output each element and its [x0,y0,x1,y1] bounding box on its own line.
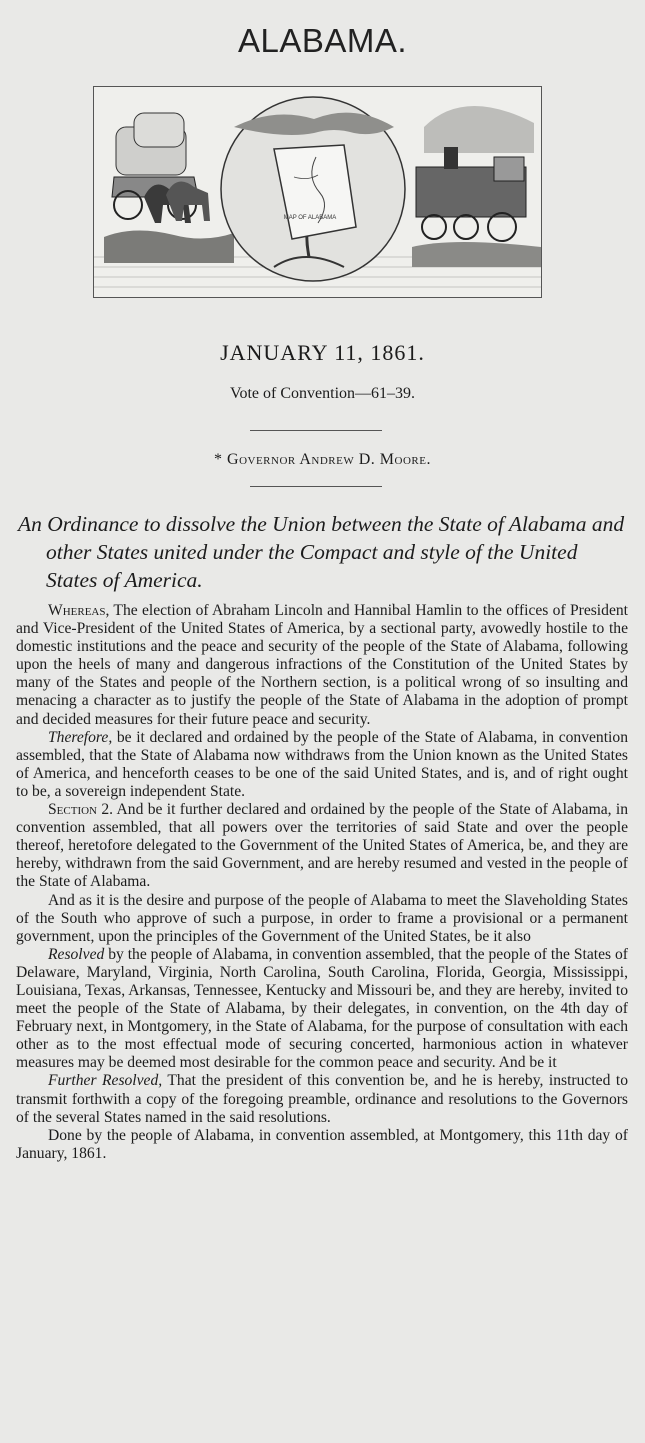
paragraph-lead: Further Resolved, [48,1072,163,1090]
paragraph-therefore [16,729,628,801]
paragraph-text: be it declared and ordained by the people of the State of Alabama, in convention assembled, that the State of Alabama now withdraws from the Union known as the United States of America, and henceforth ceases to be one of the said United States, and is, and of right ought to be, a sovereign independent State. [16,728,628,800]
divider [250,486,382,487]
ordinance-date: JANUARY 11, 1861. [220,340,425,365]
paragraph-text: by the people of Alabama, in convention assembled, that the people of the States of Delaware, Maryland, Virginia, North Carolina, South Carolina, Florida, Georgia, Mississippi, Louisiana, Texas, Arkansas, Tennessee, Kentucky and Missouri be, and they are hereby, invited to meet the people of the State of Alabama, by their delegates, in convention, on the 4th day of February next, in Montgomery, in the State of Alabama, for the purpose of consultation with each other as to the most effectual mode of securing concerted, harmonious action in whatever measures may be deemed most desirable for the common peace and security. And be it [16,945,628,1072]
paragraph-done [16,1127,628,1163]
paragraph-resolved [16,946,628,1073]
paragraph-text: Done by the people of Alabama, in convention assembled, at Montgomery, this 11th day of January, 1861. [16,1126,628,1162]
ordinance-title: An Ordinance to dissolve the Union between the State of Alabama and other States united under the Compact and style of the United States of America. [18,512,625,592]
paragraph-section-2 [16,801,628,891]
ordinance-body [16,602,628,1163]
convention-vote: Vote of Convention—61–39. [229,385,416,402]
paragraph-further-resolved [16,1072,628,1126]
page-title: ALABAMA. [237,22,408,59]
paragraph-lead: Section 2. [48,801,114,819]
paragraph-whereas [16,602,628,729]
paragraph-text: And as it is the desire and purpose of the people of Alabama to meet the Slaveholding States of the South who approve of such a purpose, in order to frame a provisional or a permanent government, upon the principles of the Government of the United States, be it also [16,891,628,945]
paragraph-lead: Resolved [48,945,105,963]
divider [250,430,382,431]
paragraph-text: And be it further declared and ordained by the people of the State of Alabama, in convention assembled, that all powers over the territories of said State and over the people thereof, heretofore delegated to the Government of the United States of America, be, and they are hereby, withdrawn from the said Government, and are hereby resumed and vested in the people of the State of Alabama. [16,801,628,891]
paragraph-text: That the president of this convention be, and he is hereby, instructed to transmit forthwith a copy of the foregoing preamble, ordinance and resolutions to the Governors of the several States named in the said resolutions. [16,1072,628,1126]
state-seal-illustration [93,86,542,298]
paragraph-lead: Therefore, [48,728,113,746]
paragraph-desire [16,892,628,946]
svg-text:MAP OF ALABAMA: MAP OF ALABAMA [283,215,337,221]
paragraph-text: The election of Abraham Lincoln and Hannibal Hamlin to the offices of President and Vice-President of the United States of America, by a sectional party, avowedly hostile to the domestic institutions and the peace and security of the people of the State of Alabama, following upon the heels of many and dangerous infractions of the Constitution of the United States by many of the States and people of the Northern section, is a political wrong of so insulting and menacing a character as to justify the people of the State of Alabama in the adoption of prompt and decided measures for their future peace and security. [16,602,628,728]
paragraph-lead: Whereas, [48,602,110,619]
governor-name: * Governor Andrew D. Moore. [214,451,431,468]
